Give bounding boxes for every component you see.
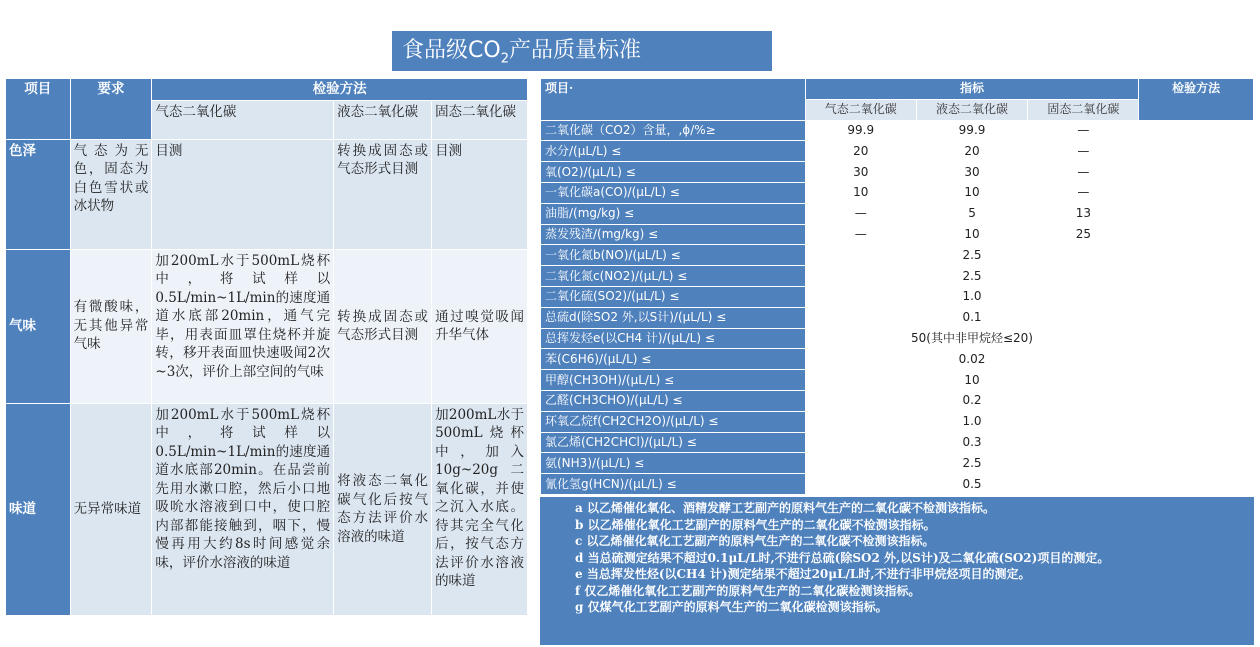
method-cell	[1139, 182, 1254, 203]
item-cell: 氨(NH3)/(μL/L) ≤	[541, 453, 806, 474]
subheader-liquid: 液态二氧化碳	[334, 100, 432, 139]
gas-method-cell: 加200mL水于500mL烧杯中，将试样以0.5L/min~1L/min的速度通道水底部20min。在品尝前先用水漱口腔，然后小口地吸吮水溶液到口中，使口腔内部都能接触到，咽下，慢慢再用大约8s时间感觉余味，评价水溶液的味道	[152, 403, 334, 615]
method-cell	[1139, 266, 1254, 287]
item-cell: 水分/(μL/L) ≤	[541, 141, 806, 162]
solid-value: —	[1028, 182, 1139, 203]
solid-value: 13	[1028, 203, 1139, 224]
solid-value: 25	[1028, 224, 1139, 245]
table-row	[541, 432, 1254, 453]
table-row	[541, 328, 1254, 349]
table-row	[541, 224, 1254, 245]
table-row	[541, 141, 1254, 162]
value-cell: 2.5	[805, 245, 1138, 266]
solid-value: —	[1028, 141, 1139, 162]
value-cell: 0.3	[805, 432, 1138, 453]
footnote-a: a 以乙烯催化氧化、酒精发酵工艺副产的原料气生产的二氧化碳不检测该指标。	[575, 501, 995, 515]
value-cell: 1.0	[805, 411, 1138, 432]
value-cell: 10	[805, 370, 1138, 391]
method-cell	[1139, 474, 1254, 495]
subheader-gas: 气态二氧化碳	[152, 100, 334, 139]
item-cell: 一氧化碳a(CO)/(μL/L) ≤	[541, 182, 806, 203]
liquid-value: 30	[916, 162, 1028, 183]
table-row	[541, 203, 1254, 224]
quality-index-table	[540, 78, 1254, 495]
solid-value: —	[1028, 120, 1139, 141]
method-cell	[1139, 141, 1254, 162]
table-row	[541, 474, 1254, 495]
item-cell: 一氧化氮b(NO)/(μL/L) ≤	[541, 245, 806, 266]
requirement-cell: 气态为无色，固态为白色雪状或冰状物	[70, 139, 152, 249]
row-label-odor: 气味	[6, 249, 71, 403]
table-row	[541, 286, 1254, 307]
item-cell: 总挥发烃e(以CH4 计)/(μL/L) ≤	[541, 328, 806, 349]
item-cell: 甲醇(CH3OH)/(μL/L) ≤	[541, 370, 806, 391]
requirement-cell: 无异常味道	[70, 403, 152, 615]
method-cell	[1139, 162, 1254, 183]
subheader-gas: 气态二氧化碳	[805, 99, 916, 120]
col-header-item: 项目·	[541, 79, 806, 121]
gas-value: —	[805, 203, 916, 224]
col-header-method: 检验方法	[1139, 79, 1254, 121]
liquid-value: 5	[916, 203, 1028, 224]
gas-value: 10	[805, 182, 916, 203]
table-row	[541, 307, 1254, 328]
value-cell: 0.2	[805, 390, 1138, 411]
page-title: 食品级$CO_2$产品质量标准	[392, 31, 772, 71]
col-header-item: 项目	[6, 79, 71, 140]
item-cell: 蒸发残渣/(mg/kg) ≤	[541, 224, 806, 245]
method-cell	[1139, 370, 1254, 391]
table-row	[541, 370, 1254, 391]
solid-value: —	[1028, 162, 1139, 183]
liquid-value: 10	[916, 224, 1028, 245]
sensory-test-table	[5, 78, 528, 616]
item-cell: 乙醛(CH3CHO)/(μL/L) ≤	[541, 390, 806, 411]
footnote-g: g 仅煤气化工艺副产的原料气生产的二氧化碳检测该指标。	[575, 600, 888, 614]
table-row	[6, 249, 528, 403]
value-cell: 2.5	[805, 266, 1138, 287]
table-row	[541, 453, 1254, 474]
table-row	[541, 349, 1254, 370]
value-cell: 1.0	[805, 286, 1138, 307]
footnote-f: f 仅乙烯催化氧化工艺副产的原料气生产的二氧化碳检测该指标。	[575, 583, 921, 598]
solid-method-cell: 目测	[432, 139, 528, 249]
liquid-value: 99.9	[916, 120, 1028, 141]
subheader-liquid: 液态二氧化碳	[916, 99, 1028, 120]
method-cell	[1139, 328, 1254, 349]
gas-value: 99.9	[805, 120, 916, 141]
item-cell: 二氧化氮c(NO2)/(μL/L) ≤	[541, 266, 806, 287]
method-cell	[1139, 286, 1254, 307]
item-cell: 二氧化硫(SO2)/(μL/L) ≤	[541, 286, 806, 307]
item-cell: 氯乙烯(CH2CHCl)/(μL/L) ≤	[541, 432, 806, 453]
liquid-value: 20	[916, 141, 1028, 162]
liquid-value: 10	[916, 182, 1028, 203]
gas-value: 20	[805, 141, 916, 162]
item-cell: 苯(C6H6)/(μL/L) ≤	[541, 349, 806, 370]
value-cell: 0.5	[805, 474, 1138, 495]
method-cell	[1139, 307, 1254, 328]
gas-value: —	[805, 224, 916, 245]
footnotes	[540, 497, 1254, 645]
method-cell	[1139, 411, 1254, 432]
table-row	[6, 139, 528, 249]
requirement-cell: 有微酸味，无其他异常气味	[70, 249, 152, 403]
item-cell: 总硫d(除SO2 外,以S计)/(μL/L) ≤	[541, 307, 806, 328]
liquid-method-cell: 转换成固态或气态形式目测	[334, 249, 432, 403]
value-cell: 50(其中非甲烷烃≤20)	[805, 328, 1138, 349]
method-cell	[1139, 390, 1254, 411]
table-row	[541, 266, 1254, 287]
item-cell: 环氧乙烷f(CH2CH2O)/(μL/L) ≤	[541, 411, 806, 432]
col-header-requirement: 要求	[70, 79, 152, 140]
method-cell	[1139, 224, 1254, 245]
table-row	[541, 411, 1254, 432]
method-cell	[1139, 120, 1254, 141]
method-cell	[1139, 432, 1254, 453]
item-cell: 氰化氢g(HCN)/(μL/L) ≤	[541, 474, 806, 495]
value-cell: 2.5	[805, 453, 1138, 474]
table-row	[6, 403, 528, 615]
footnote-c: c 以乙烯催化氧化工艺副产的原料气生产的二氧化碳不检测该指标。	[575, 534, 935, 548]
gas-method-cell: 目测	[152, 139, 334, 249]
liquid-method-cell: 转换成固态或气态形式目测	[334, 139, 432, 249]
col-header-index: 指标	[805, 79, 1138, 100]
solid-method-cell: 通过嗅觉吸闻升华气体	[432, 249, 528, 403]
method-cell	[1139, 203, 1254, 224]
subheader-solid: 固态二氧化碳	[432, 100, 528, 139]
table-row	[541, 390, 1254, 411]
item-cell: 二氧化碳（CO2）含量，,ϕ/%≥	[541, 120, 806, 141]
method-cell	[1139, 245, 1254, 266]
table-row	[541, 245, 1254, 266]
subheader-solid: 固态二氧化碳	[1028, 99, 1139, 120]
table-row	[541, 162, 1254, 183]
item-cell: 氧(O2)/(μL/L) ≤	[541, 162, 806, 183]
value-cell: 0.02	[805, 349, 1138, 370]
footnote-e: e 当总挥发性烃(以CH4 计)测定结果不超过20μL/L时,不进行非甲烷烃项目的测定。	[575, 567, 1031, 581]
gas-value: 30	[805, 162, 916, 183]
table-row	[541, 120, 1254, 141]
item-cell: 油脂/(mg/kg) ≤	[541, 203, 806, 224]
footnote-d: d 当总硫测定结果不超过0.1μL/L时,不进行总硫(除SO2 外,以S计)及二氧化硫(SO2)项目的测定。	[575, 550, 1110, 565]
table-row	[541, 182, 1254, 203]
method-cell	[1139, 453, 1254, 474]
liquid-method-cell: 将液态二氧化碳气化后按气态方法评价水溶液的味道	[334, 403, 432, 615]
row-label-color: 色泽	[6, 139, 71, 249]
footnote-b: b 以乙烯催化氧化工艺副产的原料气生产的二氧化碳不检测该指标。	[575, 517, 936, 532]
solid-method-cell: 加200mL水于500mL烧杯中，加入10g~20g二氧化碳，并使之沉入水底。待其完全气化后，按气态方法评价水溶液的味道	[432, 403, 528, 615]
method-cell	[1139, 349, 1254, 370]
col-header-method: 检验方法	[152, 79, 528, 101]
row-label-taste: 味道	[6, 403, 71, 615]
value-cell: 0.1	[805, 307, 1138, 328]
gas-method-cell: 加200mL水于500mL烧杯中，将试样以0.5L/min~1L/min的速度通道水底部20min，通气完毕，用表面皿罩住烧杯并旋转，移开表面皿快速吸闻2次~3次，评价上部空间的气味	[152, 249, 334, 403]
